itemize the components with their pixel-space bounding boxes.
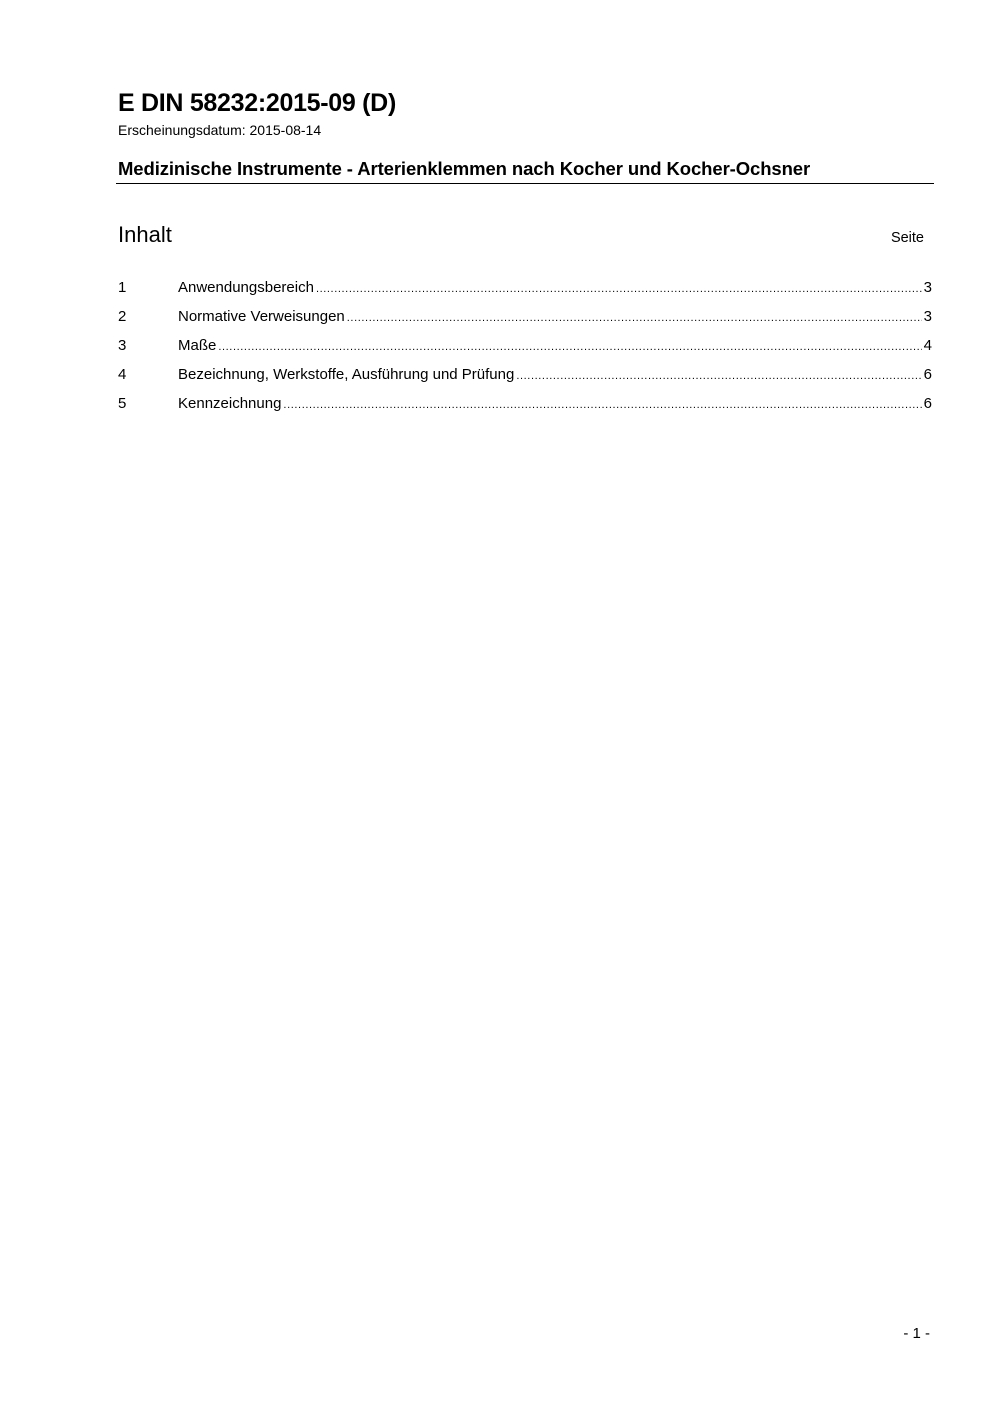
- publication-date: Erscheinungsdatum: 2015-08-14: [118, 122, 322, 138]
- toc-entry-title: Kennzeichnung: [178, 395, 282, 412]
- page-number: - 1 -: [903, 1325, 930, 1342]
- toc-entry[interactable]: [118, 308, 932, 337]
- toc-heading: Inhalt: [118, 222, 172, 247]
- toc-entry-title: Bezeichnung, Werkstoffe, Ausführung und Prüfung: [178, 366, 515, 383]
- toc-entry-page: 3: [923, 308, 932, 325]
- header-divider: [116, 183, 934, 184]
- toc-entry-number: 5: [118, 395, 127, 412]
- toc-entry-page: 6: [923, 366, 932, 383]
- toc-entry-number: 3: [118, 337, 127, 354]
- toc-dot-leader: [316, 280, 922, 298]
- toc-entry-title: Anwendungsbereich: [178, 279, 314, 296]
- toc-entry-number: 2: [118, 308, 127, 325]
- toc-entry-page: 3: [923, 279, 932, 296]
- toc-entry[interactable]: [118, 337, 932, 366]
- toc-dot-leader: [218, 338, 921, 356]
- toc-entry-page: 6: [923, 395, 932, 412]
- toc-entry-title: Maße: [178, 337, 217, 354]
- toc-entry[interactable]: [118, 279, 932, 308]
- toc-entry-number: 1: [118, 279, 127, 296]
- toc-entry-title: Normative Verweisungen: [178, 308, 345, 325]
- document-subject: Medizinische Instrumente - Arterienklemmen nach Kocher und Kocher-Ochsner: [118, 158, 811, 179]
- toc-dot-leader: [516, 367, 921, 385]
- table-of-contents: [118, 279, 932, 424]
- toc-dot-leader: [347, 309, 922, 327]
- toc-entry-page: 4: [923, 337, 932, 354]
- toc-entry[interactable]: [118, 366, 932, 395]
- toc-entry-number: 4: [118, 366, 127, 383]
- toc-dot-leader: [283, 396, 921, 414]
- toc-page-column-label: Seite: [890, 230, 924, 246]
- document-title: E DIN 58232:2015-09 (D): [118, 89, 396, 117]
- toc-entry[interactable]: [118, 395, 932, 424]
